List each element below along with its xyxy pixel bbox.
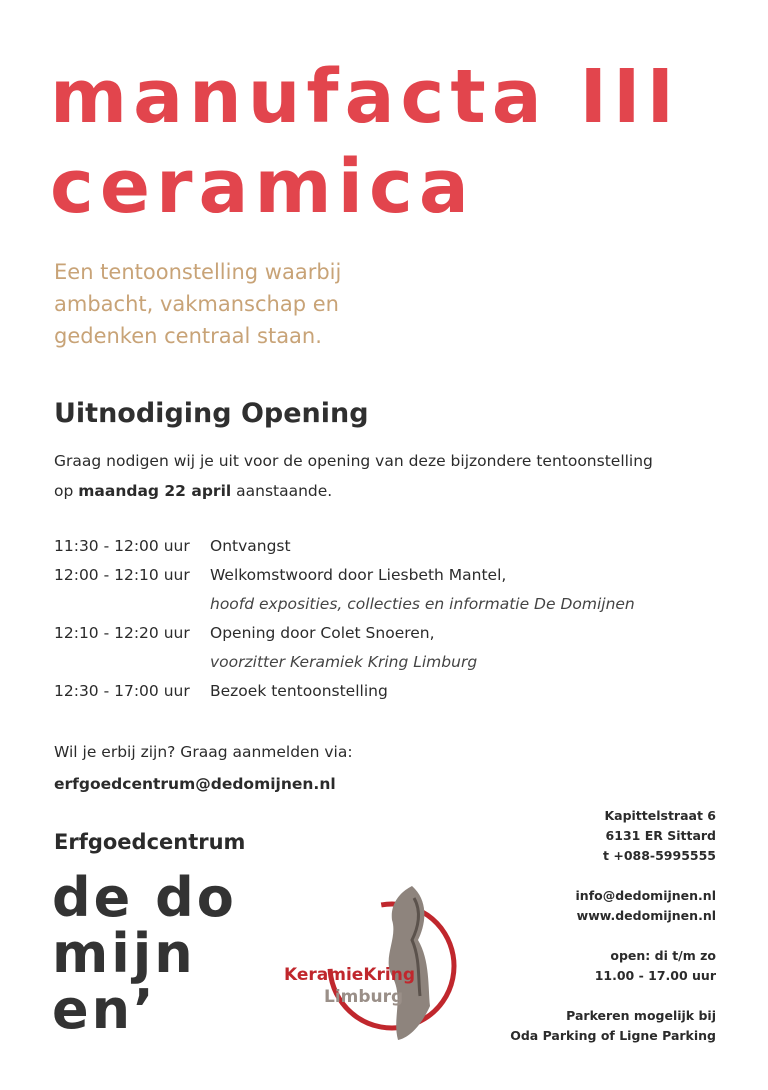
exhibition-title-line-2: ceramica — [50, 144, 475, 230]
program-description: Opening door Colet Snoeren, — [210, 624, 435, 642]
logo-line: en’ — [52, 978, 157, 1041]
contact-website-link[interactable]: www.dedomijnen.nl — [576, 908, 716, 923]
contact-phone[interactable]: t +088-5995555 — [603, 848, 716, 863]
program-subline — [54, 648, 694, 677]
program-time: 12:00 - 12:10 uur — [54, 566, 190, 584]
de-domijnen-logo — [52, 866, 237, 1041]
parking-line-2: Oda Parking of Ligne Parking — [510, 1028, 716, 1043]
logo-line: de do — [52, 866, 237, 929]
invitation-prefix: op — [54, 482, 79, 500]
keramiek-kring-limburg-logo — [280, 878, 480, 1048]
contact-email-link[interactable]: info@dedomijnen.nl — [575, 888, 716, 903]
exhibition-title-line-1: manufacta III — [50, 54, 681, 140]
invitation-line-2 — [54, 476, 714, 506]
invitation-date: maandag 22 april — [78, 482, 232, 500]
invitation-text — [54, 446, 714, 506]
organisation-label: Erfgoedcentrum — [54, 830, 246, 854]
program-row — [54, 532, 694, 561]
logo-line: mijn — [52, 922, 196, 985]
invitation-suffix: aanstaande. — [231, 482, 333, 500]
opening-hours: 11.00 - 17.00 uur — [594, 968, 716, 983]
program-row — [54, 619, 694, 648]
program-time: 12:30 - 17:00 uur — [54, 682, 190, 700]
program-row — [54, 677, 694, 706]
tagline-line: ambacht, vakmanschap en — [54, 292, 339, 316]
tagline-line: gedenken centraal staan. — [54, 324, 322, 348]
program-description: Welkomstwoord door Liesbeth Mantel, — [210, 566, 507, 584]
partner-logo-line-1: KeramieKring — [284, 965, 415, 985]
program-time: 12:10 - 12:20 uur — [54, 624, 190, 642]
partner-logo-line-2: Limburg — [324, 987, 404, 1007]
opening-days: open: di t/m zo — [610, 948, 716, 963]
invitation-heading: Uitnodiging Opening — [54, 398, 369, 429]
parking-line-1: Parkeren mogelijk bij — [566, 1008, 716, 1023]
program-schedule — [54, 532, 694, 706]
invitation-line-1: Graag nodigen wij je uit voor de opening van deze bijzondere tentoonstelling — [54, 452, 653, 470]
program-time: 11:30 - 12:00 uur — [54, 537, 190, 555]
program-subline — [54, 590, 694, 619]
program-speaker-role: hoofd exposities, collecties en informatie De Domijnen — [210, 595, 635, 613]
program-row — [54, 561, 694, 590]
contact-street: Kapittelstraat 6 — [604, 808, 716, 823]
vase-figure-icon — [389, 886, 430, 1040]
tagline-line: Een tentoonstelling waarbij — [54, 260, 342, 284]
program-description: Bezoek tentoonstelling — [210, 682, 388, 700]
contact-block — [476, 806, 716, 1046]
tagline — [54, 256, 414, 352]
program-description: Ontvangst — [210, 537, 291, 555]
contact-city: 6131 ER Sittard — [605, 828, 716, 843]
rsvp-prompt: Wil je erbij zijn? Graag aanmelden via: — [54, 743, 353, 761]
rsvp-block — [54, 736, 353, 800]
rsvp-email-link[interactable]: erfgoedcentrum@dedomijnen.nl — [54, 775, 336, 793]
program-speaker-role: voorzitter Keramiek Kring Limburg — [210, 653, 478, 671]
